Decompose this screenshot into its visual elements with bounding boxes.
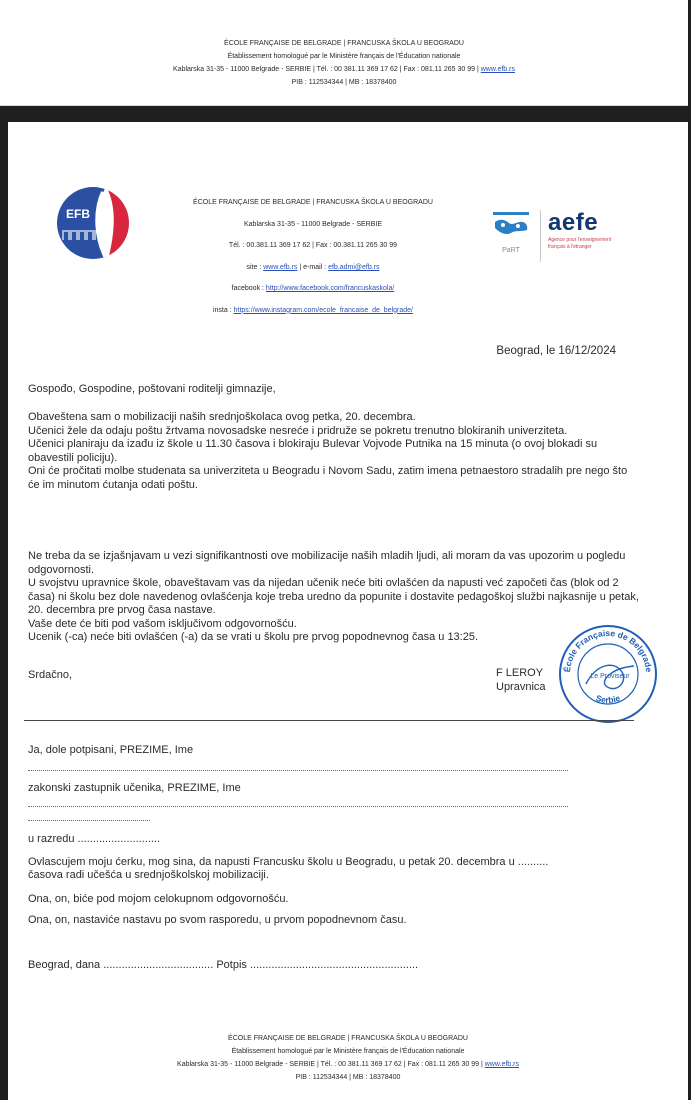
form-line-student: zakonski zastupnik učenika, PREZIME, Ime	[28, 782, 241, 794]
site-label: site :	[246, 263, 262, 271]
letter-page	[8, 122, 688, 1100]
letterhead-address: Kablarska 31-35 - 11000 Belgrade - SERBIE	[243, 220, 382, 228]
signature-label: Potpis	[216, 959, 247, 971]
footer-homologation: Établissement homologué par le Ministère français de l'Éducation nationale	[231, 1048, 465, 1055]
place-date-signature	[28, 959, 418, 971]
paragraph-line: Oni će pročitati molbe studenata sa univerziteta u Beogradu i Novom Sadu, zatim imena petnaestoro stradalih pre nego što će im minutom ćutanja odati poštu.	[28, 465, 628, 491]
globe-map-icon	[491, 208, 531, 242]
salutation-text: Gospođo, Gospodine, poštovani roditelji gimnazije,	[28, 383, 276, 395]
footer-school-name: ÉCOLE FRANÇAISE DE BELGRADE | FRANCUSKA ŠKOLA U BEOGRADU	[224, 40, 464, 47]
paragraph-line: U svojstvu upravnice škole, obaveštavam vas da nijedan učenik neće biti ovlašćen da napusti već započeti čas (blok od 2 časa) ni školu bez dole navedenog ovlašćenja koje treba uredno da popunite i dostavite pedagoškoj službi najkasnije u petak, 20. decembra pre prvog časa nastave.	[28, 577, 639, 616]
paragraph-line: Ucenik (-ca) neće biti ovlašćen (-a) da se vrati u školu pre prvog popodnevnog časa u 13:25.	[28, 631, 479, 643]
letterhead-phone-fax: Tél. : 00.381.11 369 17 62 | Fax : 00.381.11 265 30 99	[228, 242, 398, 249]
footer-ids: PIB : 112534344 | MB : 18378400	[291, 79, 397, 86]
footer-site-link[interactable]: www.efb.rs	[480, 66, 515, 73]
footer-site-link[interactable]: www.efb.rs	[484, 1061, 519, 1068]
seal-text: École Française de Belgrade	[561, 627, 654, 673]
email-link[interactable]: efb.admi@efb.rs	[328, 263, 380, 271]
responsibility-text: Ona, on, biće pod mojom celokupnom odgovornošću.	[28, 893, 289, 905]
paragraph-line: Obaveštena sam o mobilizaciji naših srednjoškolaca ovog petka, 20. decembra.	[28, 411, 416, 423]
insta-link[interactable]: https://www.instagram.com/ecole_francaise_de_belgrade/	[233, 306, 413, 314]
class-label: u razredu	[28, 833, 75, 845]
site-link[interactable]: www.efb.rs	[263, 263, 298, 271]
schedule-text: Ona, on, nastaviće nastavu po svom rasporedu, u prvom popodnevnom času.	[28, 914, 407, 926]
svg-text:Serbie	[595, 693, 622, 705]
signatory-name: F LEROY	[496, 667, 544, 679]
partner-divider	[540, 210, 541, 262]
letter-paragraph-2	[28, 550, 640, 645]
letterhead-instagram	[158, 300, 468, 322]
letter-date: Beograd, le 16/12/2024	[496, 345, 616, 357]
svg-text:École Française de Belgrade	[562, 628, 654, 673]
letterhead-school-name: ÉCOLE FRANÇAISE DE BELGRADE | FRANCUSKA ŠKOLA U BEOGRADU	[193, 199, 433, 206]
student-name-field-continued[interactable]	[28, 820, 150, 821]
authorization-text-cont: časova radi učešća u srednjoškolskoj mobilizaciji.	[28, 869, 269, 881]
authorization-text: Ovlascujem moju ćerku, mog sina, da napusti Francusku školu u Beogradu, u petak 20. decembra u ..........	[28, 856, 549, 868]
parent-name-field[interactable]	[28, 770, 568, 771]
form-line-parent: Ja, dole potpisani, PREZIME, Ime	[28, 744, 194, 756]
paragraph-line: Ne treba da se izjašnjavam u vezi signifikantnosti ove mobilizacije naših mladih ljudi, ali moram da vas upozorim u pogledu odgovornosti.	[28, 550, 626, 576]
email-label: | e-mail :	[299, 263, 327, 271]
aefe-tagline: Agence pour l'enseignement français à l'étranger	[548, 237, 612, 250]
partner-label: PaRT	[502, 247, 520, 254]
partner-logo	[486, 208, 536, 266]
student-name-field[interactable]	[28, 806, 568, 807]
paragraph-line: Učenici planiraju da izađu iz škole u 11.30 časova i blokiraju Bulevar Vojvode Putnika na 15 minuta (o ovoj blokadi su obavestili policiju).	[28, 438, 598, 464]
efb-logo	[56, 186, 130, 260]
footer-contact: Kablarska 31-35 - 11000 Belgrade - SERBIE | Tél. : 00 381.11 369 17 62 | Fax : 081.11 265 30 99 |	[173, 66, 479, 73]
page-footer-bottom	[8, 1032, 688, 1084]
letter-paragraph-1	[28, 411, 640, 492]
signatory	[496, 666, 546, 694]
footer-school-name: ÉCOLE FRANÇAISE DE BELGRADE | FRANCUSKA ŠKOLA U BEOGRADU	[228, 1035, 468, 1042]
footer-address	[8, 1058, 688, 1071]
footer-contact: Kablarska 31-35 - 11000 Belgrade - SERBIE | Tél. : 00 381.11 369 17 62 | Fax : 081.11 265 30 99 |	[177, 1061, 483, 1068]
footer-ids: PIB : 112534344 | MB : 18378400	[295, 1074, 401, 1081]
signatory-title: Upravnica	[496, 681, 546, 693]
aefe-wordmark: aefe	[548, 209, 599, 236]
salutation	[28, 383, 640, 397]
closing	[28, 669, 640, 683]
previous-page-footer	[0, 0, 688, 106]
signature-field[interactable]: .......................................................	[249, 959, 419, 971]
facebook-label: facebook :	[231, 285, 264, 292]
efb-logo-text: EFB	[66, 207, 90, 221]
letterhead-site-email	[158, 257, 468, 279]
seal-bottom-text: Serbie	[594, 692, 622, 705]
letterhead-facebook	[158, 278, 468, 300]
paragraph-line: Učenici žele da odaju poštu žrtvama novosadske nesreće i pridruže se pokretu trenutno blokiranih univerziteta.	[28, 424, 568, 437]
footer-address	[0, 63, 688, 76]
paragraph-line: Vaše dete će biti pod vašom isključivom odgovornošću.	[28, 617, 297, 630]
page-footer	[0, 37, 688, 89]
class-dots: ...........................	[77, 833, 161, 845]
letterhead	[158, 192, 468, 321]
date-field[interactable]: ....................................	[103, 959, 214, 971]
footer-homologation: Établissement homologué par le Ministère français de l'Éducation nationale	[227, 53, 461, 60]
facebook-link[interactable]: http://www.facebook.com/francuskaskola/	[265, 285, 395, 292]
closing-text: Srdačno,	[28, 669, 73, 681]
insta-label: insta :	[212, 306, 232, 314]
class-field[interactable]	[28, 833, 160, 845]
aefe-logo	[548, 209, 628, 251]
place-date-label: Beograd, dana	[28, 959, 101, 971]
form-separator	[24, 720, 634, 721]
seal-center-text: Le Proviseur	[590, 673, 630, 680]
school-seal-stamp	[556, 622, 660, 726]
